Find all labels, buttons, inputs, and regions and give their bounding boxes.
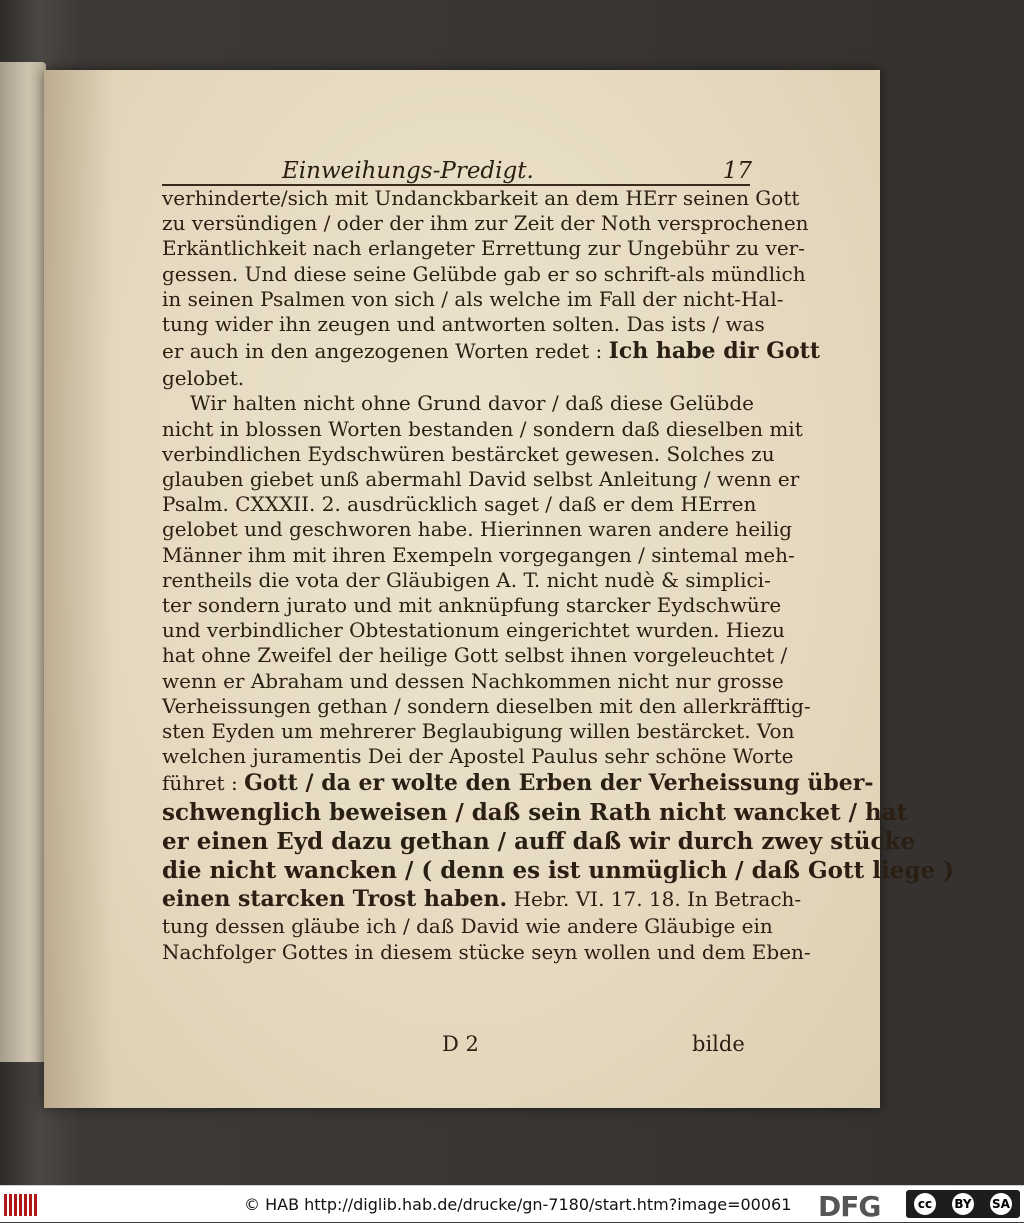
sa-icon: SA (990, 1193, 1012, 1215)
book-page (44, 70, 954, 1108)
running-title: Einweihungs-Predigt. (282, 158, 534, 184)
quotation-run: Gott / da er wolte den Erben der Verheissung über- (244, 770, 874, 797)
quotation-run: einen starcken Trost haben. (162, 886, 508, 913)
text-line: Männer ihm mit ihren Exempeln vorgegangen / sintemal meh- (162, 542, 795, 567)
text-line: verbindlichen Eydschwüren bestärcket gewesen. Solches zu (162, 441, 775, 466)
quotation-run: Ich habe dir Gott (608, 338, 820, 365)
text-line: verhinderte/sich mit Undanckbarkeit an dem HErr seinen Gott (162, 186, 800, 210)
text-line: Wir halten nicht ohne Grund davor / daß diese Gelübde (190, 391, 754, 416)
text-line: tung wider ihn zeugen und antworten solten. Das ists / was (162, 312, 765, 337)
body-text (162, 186, 954, 965)
text-line: Nachfolger Gottes in diesem stücke seyn wollen und dem Eben- (162, 939, 811, 964)
by-icon: BY (952, 1193, 974, 1215)
text-line: tung dessen gläube ich / daß David wie andere Gläubige ein (162, 914, 773, 939)
text-line: Erkäntlichkeit nach erlangeter Errettung zur Ungebühr zu ver- (162, 236, 805, 261)
text-line: sten Eyden um mehrerer Beglaubigung willen bestärcket. Von (162, 719, 795, 744)
text-line: wenn er Abraham und dessen Nachkommen nicht nur grosse (162, 668, 784, 693)
copyright-link[interactable]: © HAB http://diglib.hab.de/drucke/gn-7180/start.htm?image=00061 (244, 1195, 792, 1214)
text-line: welchen juramentis Dei der Apostel Paulus sehr schöne Worte (162, 744, 794, 769)
text-line: zu versündigen / oder der ihm zur Zeit der Noth versprochenen (162, 211, 809, 236)
text-line: Psalm. CXXXII. 2. ausdrücklich saget / daß er dem HErren (162, 492, 757, 517)
dfg-logo: DFG (818, 1190, 881, 1223)
page-header (282, 148, 752, 184)
text-line: und verbindlicher Obtestationum eingerichtet wurden. Hiezu (162, 618, 785, 643)
page-number: 17 (722, 158, 752, 184)
quotation-line: schwenglich beweisen / daß sein Rath nicht wancket / hat (162, 799, 908, 827)
catchword: bilde (692, 1032, 745, 1056)
text-line: glauben giebet unß abermahl David selbst Anleitung / wenn er (162, 467, 800, 492)
signature-mark: D 2 (442, 1032, 479, 1056)
text-line (162, 769, 874, 798)
text-line: nicht in blossen Worten bestanden / sondern daß dieselben mit (162, 416, 803, 441)
text-line: ter sondern jurato und mit anknüpfung starcker Eydschwüre (162, 593, 782, 618)
cc-icon: cc (914, 1193, 936, 1215)
text-run: Hebr. VI. 17. 18. In Betrach- (513, 887, 802, 912)
text-line: rentheils die vota der Gläubigen A. T. nicht nudè & simplici- (162, 567, 771, 592)
viewer-footer (0, 1185, 1024, 1222)
previous-page-edge (0, 62, 46, 1062)
text-line: gelobet und geschworen habe. Hierinnen waren andere heilig (162, 517, 793, 542)
cc-license-badge[interactable] (906, 1190, 1020, 1218)
text-line: hat ohne Zweifel der heilige Gott selbst ihnen vorgeleuchtet / (162, 643, 788, 668)
text-line (162, 885, 802, 914)
quotation-line: er einen Eyd dazu gethan / auff daß wir durch zwey stücke (162, 828, 916, 856)
hab-logo-icon (4, 1194, 38, 1216)
text-line: in seinen Psalmen von sich / als welche im Fall der nicht-Hal- (162, 286, 784, 311)
text-line: gelobet. (162, 366, 245, 391)
quotation-line: die nicht wancken / ( denn es ist unmüglich / daß Gott liege ) (162, 857, 954, 885)
text-run: er auch in den angezogenen Worten redet : (162, 339, 603, 364)
text-run: führet : (162, 771, 238, 796)
text-line: Verheissungen gethan / sondern dieselben mit den allerkräfftig- (162, 693, 811, 718)
text-line (162, 337, 820, 366)
text-line: gessen. Und diese seine Gelübde gab er so schrift-als mündlich (162, 261, 806, 286)
